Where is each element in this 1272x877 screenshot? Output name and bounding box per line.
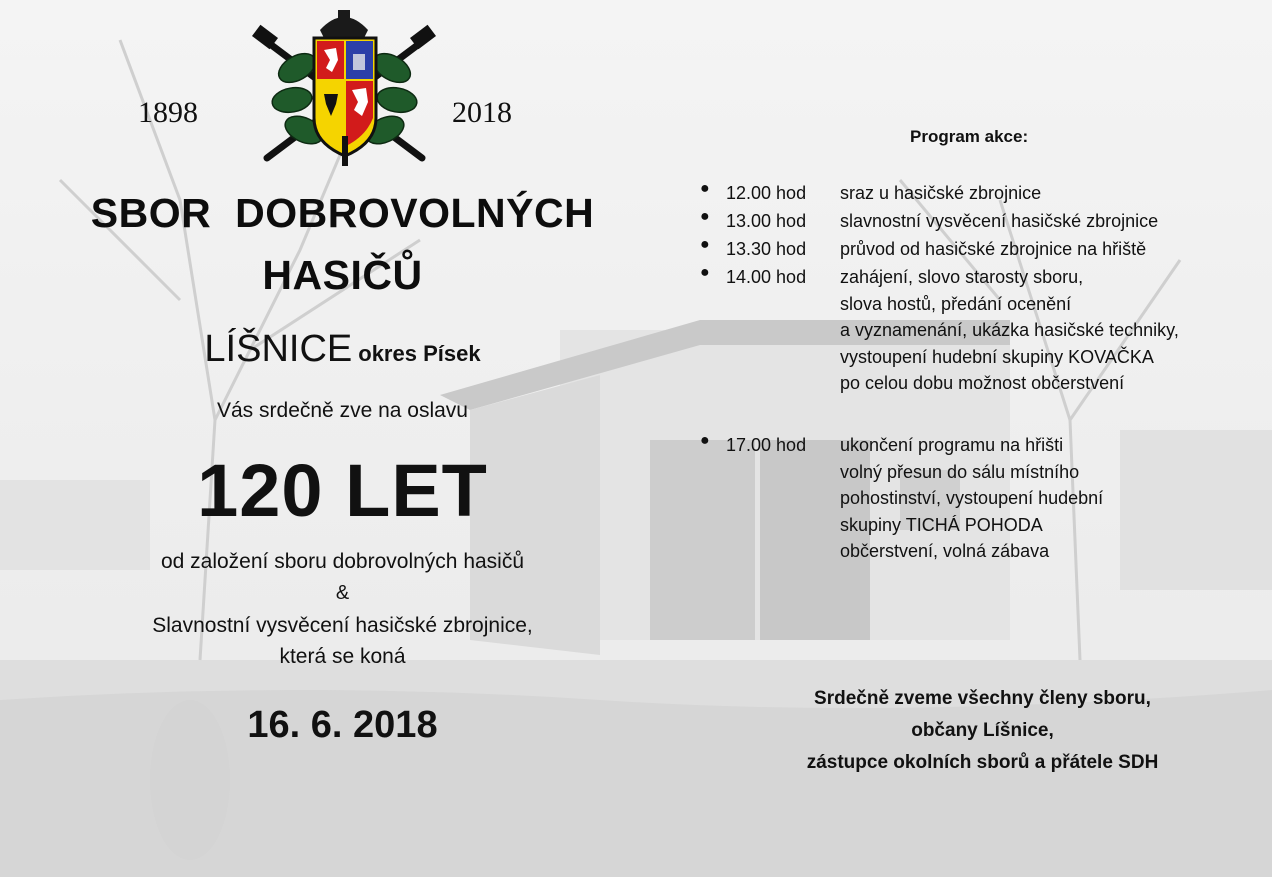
program-desc bbox=[840, 236, 1272, 263]
program-desc-line: průvod od hasičské zbrojnice na hřiště bbox=[840, 239, 1147, 259]
anniversary-heading: 120 LET bbox=[197, 449, 488, 532]
closing-line-3: zástupce okolních sborů a přátele SDH bbox=[806, 752, 1159, 773]
program-desc-line: pohostinství, vystoupení hudební bbox=[840, 488, 1104, 508]
anniversary-year: 2018 bbox=[452, 96, 512, 129]
program-desc bbox=[840, 208, 1272, 235]
invitation-line-2: Slavnostní vysvěcení hasičské zbrojnice, bbox=[152, 614, 533, 637]
program-desc bbox=[840, 264, 1272, 397]
program-time: 14.00 hod bbox=[726, 267, 807, 287]
program-time: 13.30 hod bbox=[726, 239, 807, 259]
program-desc-line: a vyznamenání, ukázka hasičské techniky, bbox=[840, 320, 1179, 340]
invitation-line-1: od založení sboru dobrovolných hasičů bbox=[160, 550, 525, 573]
bullet-icon: ● bbox=[700, 264, 710, 281]
invitation-text: Vás srdečně zve na oslavu bbox=[217, 399, 468, 422]
village-name: LÍŠNICE bbox=[204, 328, 353, 370]
founding-year: 1898 bbox=[138, 96, 198, 129]
title-line-2: HASIČŮ bbox=[262, 252, 423, 298]
invitation-ampersand: & bbox=[335, 582, 350, 604]
bullet-icon: ● bbox=[700, 180, 710, 197]
closing-line-1: Srdečně zveme všechny členy sboru, bbox=[814, 688, 1151, 709]
bullet-icon: ● bbox=[700, 208, 710, 225]
village-district: okres Písek bbox=[358, 341, 481, 366]
program-desc-line: slavnostní vysvěcení hasičské zbrojnice bbox=[840, 211, 1159, 231]
title-line-1: SBOR DOBROVOLNÝCH bbox=[90, 190, 595, 236]
program-desc-line: zahájení, slovo starosty sboru, bbox=[840, 267, 1084, 287]
program-time: 12.00 hod bbox=[726, 183, 807, 203]
program-desc-line: skupiny TICHÁ POHODA bbox=[840, 514, 1043, 535]
fire-brigade-emblem-icon bbox=[252, 8, 437, 168]
program-heading: Program akce: bbox=[910, 127, 1029, 146]
program-desc-line: vystoupení hudební skupiny KOVAČKA bbox=[840, 346, 1154, 367]
invitation-line-3: která se koná bbox=[279, 645, 406, 668]
program-time: 17.00 hod bbox=[726, 435, 807, 455]
closing-invitation bbox=[700, 683, 1265, 779]
program-desc-line: ukončení programu na hřišti bbox=[840, 435, 1064, 455]
closing-line-2: občany Líšnice, bbox=[911, 720, 1054, 741]
village-heading bbox=[40, 328, 645, 371]
event-date: 16. 6. 2018 bbox=[247, 704, 438, 746]
program-desc-line: občerstvení, volná zábava bbox=[840, 541, 1050, 561]
program-desc-line: sraz u hasičské zbrojnice bbox=[840, 183, 1042, 203]
program-desc-line: slova hostů, předání ocenění bbox=[840, 293, 1072, 314]
program-desc-line: po celou dobu možnost občerstvení bbox=[840, 373, 1125, 393]
bullet-icon: ● bbox=[700, 432, 710, 449]
program-time: 13.00 hod bbox=[726, 211, 807, 231]
program-desc bbox=[840, 432, 1272, 565]
program-desc-line: volný přesun do sálu místního bbox=[840, 461, 1080, 482]
bullet-icon: ● bbox=[700, 236, 710, 253]
program-desc bbox=[840, 180, 1272, 207]
